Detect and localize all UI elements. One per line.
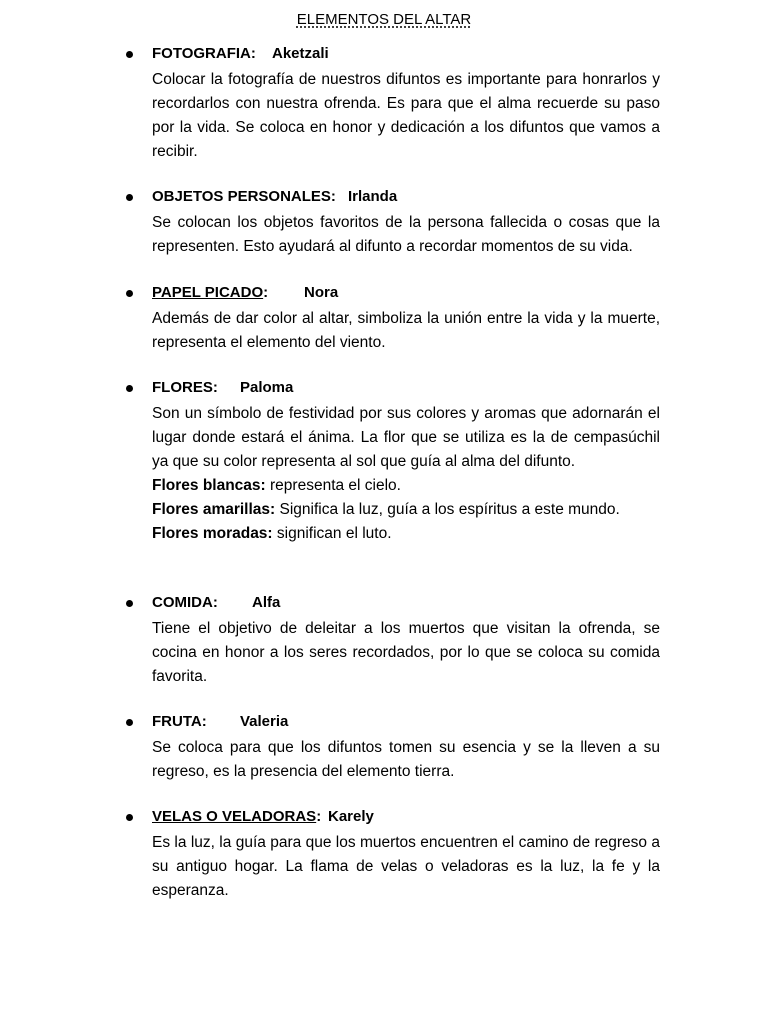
section-body: [152, 402, 660, 546]
author-name: Aketzali: [272, 45, 329, 62]
body-paragraph: Es la luz, la guía para que los muertos encuentren el camino de regreso a su antiguo hogar. La flama de velas o veladoras es la luz, la fe y la esperanza.: [152, 834, 660, 899]
flower-text: representa el cielo.: [265, 477, 401, 494]
heading-label: FOTOGRAFIA:: [152, 45, 256, 62]
author-name: Nora: [304, 284, 339, 301]
bullet-icon: [126, 600, 133, 607]
body-paragraph: Son un símbolo de festividad por sus colores y aromas que adornarán el lugar donde estará el ánima. La flor que se utiliza es la de cempasúchil ya que su color representa al sol que guía al alma del difunto.: [152, 405, 660, 470]
section-heading: [152, 187, 398, 207]
heading-colon: :: [263, 284, 269, 301]
heading-colon: :: [316, 808, 322, 825]
bullet-icon: [126, 385, 133, 392]
bullet-icon: [126, 814, 133, 821]
section-body: [152, 211, 660, 259]
heading-label: OBJETOS PERSONALES:: [152, 188, 336, 205]
section-heading: [152, 44, 329, 64]
flower-text: significan el luto.: [272, 525, 392, 542]
bullet-icon: [126, 51, 133, 58]
author-name: Valeria: [240, 713, 289, 730]
section-heading: [152, 283, 339, 303]
body-paragraph: Se coloca para que los difuntos tomen su esencia y se la lleven a su regreso, es la presencia del elemento tierra.: [152, 739, 660, 780]
author-name: Paloma: [240, 379, 294, 396]
body-paragraph: Colocar la fotografía de nuestros difuntos es importante para honrarlos y recordarlos con nuestra ofrenda. Es para que el alma recuerde su paso por la vida. Se coloca en honor y dedicación a los difuntos que vamos a recibir.: [152, 71, 660, 160]
bullet-icon: [126, 290, 133, 297]
section-heading: [152, 378, 294, 398]
flower-item-purple: [152, 522, 660, 546]
heading-label: VELAS O VELADORAS: [152, 808, 317, 825]
document-title: [0, 10, 768, 30]
flower-label: Flores amarillas:: [152, 501, 276, 518]
heading-label: FRUTA:: [152, 713, 207, 730]
flower-label: Flores moradas:: [152, 525, 273, 542]
author-name: Karely: [328, 808, 374, 825]
bullet-icon: [126, 719, 133, 726]
section-heading: [152, 593, 281, 613]
section-body: [152, 617, 660, 689]
flower-label: Flores blancas:: [152, 477, 266, 494]
flower-item-white: [152, 474, 660, 498]
body-paragraph: Se colocan los objetos favoritos de la persona fallecida o cosas que la representen. Esto ayudará al difunto a recordar momentos de su vida.: [152, 214, 660, 255]
body-paragraph: Además de dar color al altar, simboliza la unión entre la vida y la muerte, representa el elemento del viento.: [152, 310, 660, 351]
heading-label: PAPEL PICADO: [152, 284, 264, 301]
document-title-text: ELEMENTOS DEL ALTAR: [296, 11, 472, 28]
author-name: Alfa: [252, 594, 281, 611]
section-body: [152, 831, 660, 903]
bullet-icon: [126, 194, 133, 201]
flower-item-yellow: [152, 498, 660, 522]
heading-label: COMIDA:: [152, 594, 218, 611]
section-heading: [152, 807, 374, 827]
author-name: Irlanda: [348, 188, 398, 205]
section-body: [152, 307, 660, 355]
body-paragraph: Tiene el objetivo de deleitar a los muertos que visitan la ofrenda, se cocina en honor a los seres recordados, por lo que se coloca su comida favorita.: [152, 620, 660, 685]
section-body: [152, 736, 660, 784]
flower-text: Significa la luz, guía a los espíritus a este mundo.: [275, 501, 620, 518]
section-body: [152, 68, 660, 164]
section-heading: [152, 712, 289, 732]
heading-label: FLORES:: [152, 379, 218, 396]
